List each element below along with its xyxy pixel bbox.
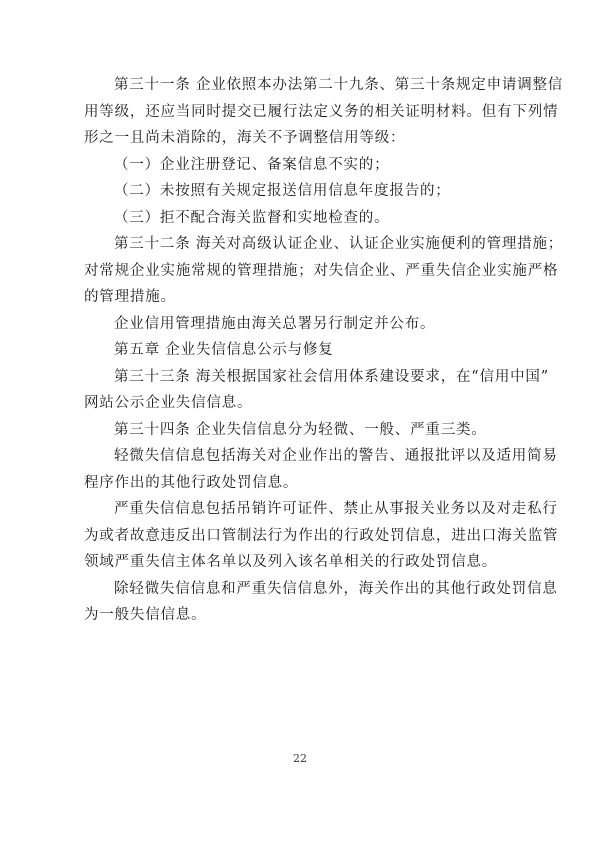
text-line: 第三十二条 海关对高级认证企业、认证企业实施便利的管理措施； <box>114 236 564 252</box>
text-line: 网站公示企业失信信息。 <box>84 395 253 411</box>
text-line: 程序作出的其他行政处罚信息。 <box>84 474 299 491</box>
text-line: （二）未按照有关规定报送信用信息年度报告的； <box>114 183 451 199</box>
text-line: 为一般失信信息。 <box>84 607 207 623</box>
text-line: 企业信用管理措施由海关总署另行制定并公布。 <box>114 315 436 332</box>
text-line: 第五章 企业失信信息公示与修复 <box>114 342 334 358</box>
text-line: 为或者故意违反出口管制法行为作出的行政处罚信息，进出口海关监管 <box>84 527 559 544</box>
text-line: 形之一且尚未消除的，海关不予调整信用等级： <box>84 130 406 146</box>
text-line: 第三十一条 企业依照本办法第二十九条、第三十条规定申请调整信 <box>114 77 564 93</box>
text-line: 严重失信信息包括吊销许可证件、禁止从事报关业务以及对走私行 <box>114 501 558 517</box>
text-line: 轻微失信信息包括海关对企业作出的警告、通报批评以及适用简易 <box>114 448 558 464</box>
text-line: 用等级，还应当同时提交已履行法定义务的相关证明材料。但有下列情 <box>84 103 559 120</box>
text-line: 除轻微失信信息和严重失信信息外，海关作出的其他行政处罚信息 <box>114 580 558 597</box>
text-line: 第三十三条 海关根据国家社会信用体系建设要求，在“信用中国” <box>114 368 549 385</box>
text-line: 对常规企业实施常规的管理措施；对失信企业、严重失信企业实施严格 <box>84 262 559 279</box>
text-line: 的管理措施。 <box>84 289 176 305</box>
document-body <box>84 72 564 629</box>
text-line: （三）拒不配合海关监督和实地检查的。 <box>114 209 390 226</box>
text-line: 第三十四条 企业失信信息分为轻微、一般、严重三类。 <box>114 421 487 438</box>
text-line: （一）企业注册登记、备案信息不实的； <box>114 156 390 173</box>
text-line: 领域严重失信主体名单以及列入该名单相关的行政处罚信息。 <box>84 554 498 570</box>
page-number: 22 <box>293 752 307 765</box>
